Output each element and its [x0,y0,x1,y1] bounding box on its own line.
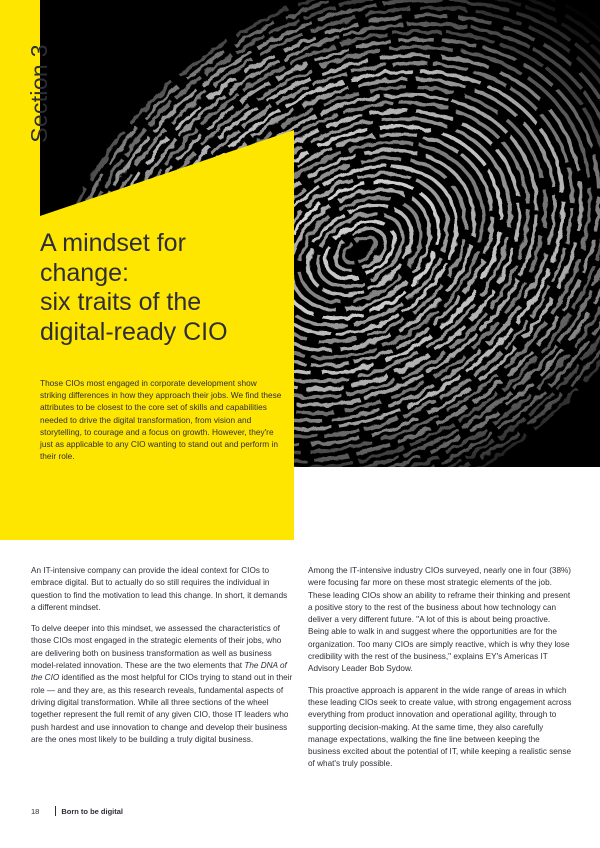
fingerprint-ridge [316,210,405,291]
publication-title: Born to be digital [61,806,124,816]
headline-line: six traits of the [40,288,202,316]
report-title: The DNA of the CIO [31,661,287,683]
body-column-left [31,565,293,755]
body-paragraph: An IT-intensive company can provide the ideal context for CIOs to embrace digital. But to actually do so still requires the individual in question to find the motivation to lead this change. In short, it demands a different mindset. [31,566,288,612]
body-paragraph: To delve deeper into this mindset, we assessed the characteristics of those CIOs most engaged in the strategic elements of their jobs, who are delivering both on business transformation as well as business model-related innovation. These are the two elements that The DNA of the CIO identified as the most helpful for CIOs trying to stand out in their role — and they are, as this research reveals, fundamental aspects of driving digital transformation. While all three sections of the wheel together represent the full remit of any given CIO, those IT leaders who push hardest and use innovation to change and develop their business are the ones most likely to be building a truly digital business. [31,624,293,744]
headline-line: change: [40,258,129,287]
headline-line: A mindset for [40,229,186,257]
body-paragraph: Among the IT-intensive industry CIOs surveyed, nearly one in four (38%) were focusing far more on these most strategic elements of the job. These leading CIOs show an ability to reframe their thinking and present a positive story to the rest of the business about how technology can deliver a very different future. "A lot of this is about being proactive. Being able to walk in and suggest where the opportunities are for the organization. Too many CIOs are simply reactive, which is why they lose credibility with the rest of the business," explains EY's Americas IT Advisory Leader Bob Sydow. [308,566,572,674]
headline-line: digital-ready CIO [40,317,228,346]
headline [40,229,290,347]
body-column-right [308,565,573,780]
fingerprint-ridge [268,165,452,335]
body-paragraph: This proactive approach is apparent in the wide range of areas in which these leading CIOs seek to create value, with strong engagement across everything from product innovation and operational agility, through to supporting decision-making. At the same time, they also carefully manage expectations, walking the fine line between keeping the business excited about the potential of IT, while keeping a realistic sense of what's truly possible. [308,685,572,769]
footer-divider [55,806,56,816]
page-number: 18 [31,806,40,816]
intro-paragraph: Those CIOs most engaged in corporate development show striking differences in how they approach their jobs. We find these attributes to be closest to the core set of skills and capabilities needed to drive the digital transformation, from vision and storytelling, to courage and a focus on growth. However, they're just as applicable to any CIO wanting to stand out and perform in their role. [40,378,282,462]
section-label: Section 3 [26,43,53,143]
page-footer [31,806,123,816]
